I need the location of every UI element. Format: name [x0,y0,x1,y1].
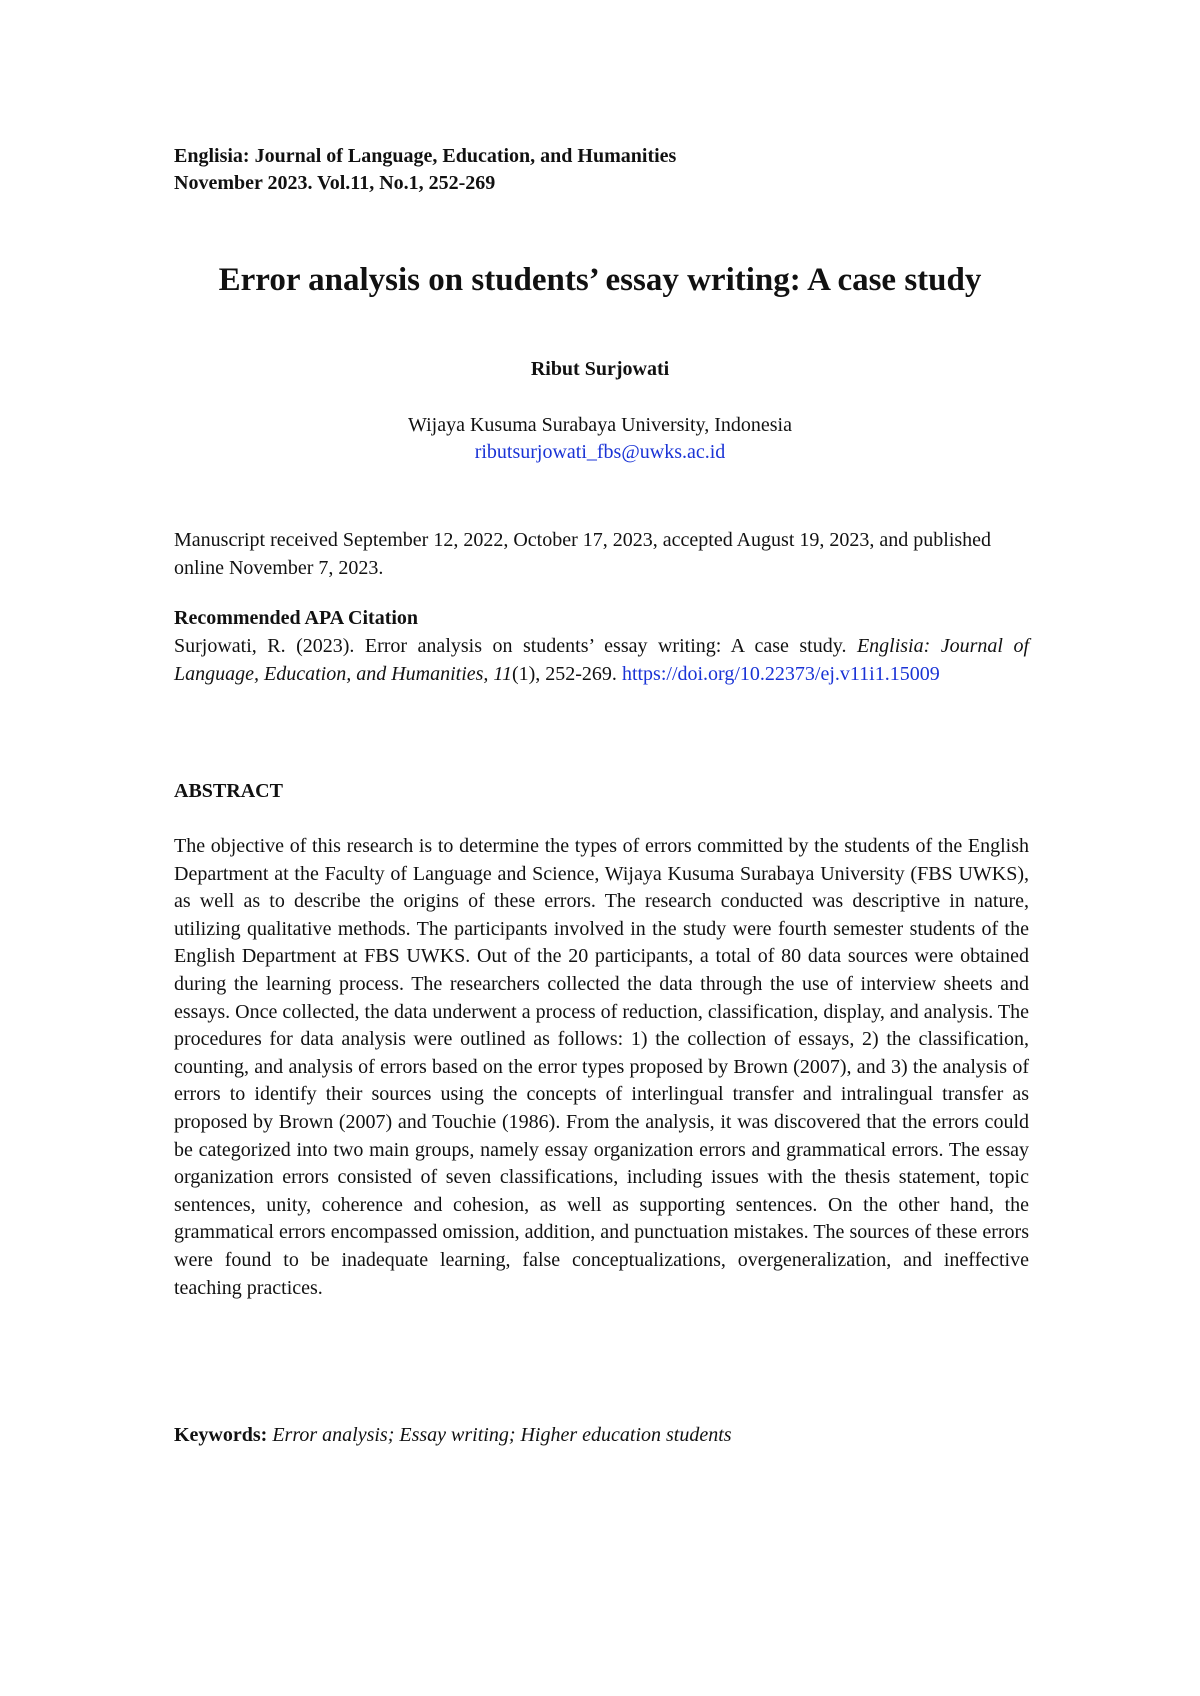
journal-name: Englisia: Journal of Language, Education, and Humanities [174,145,677,167]
keywords-label: Keywords: [174,1424,268,1446]
paper-title: Error analysis on students’ essay writing: A case study [218,262,982,298]
citation-text [174,632,1029,688]
abstract-text: The objective of this research is to determine the types of errors committed by the students of the English Department at the Faculty of Language and Science, Wijaya Kusuma Surabaya University (FBS UWKS), as well as to describe the origins of these errors. The research conducted was descriptive in nature, utilizing qualitative methods. The participants involved in the study were fourth semester students of the English Department at FBS UWKS. Out of the 20 participants, a total of 80 data sources were obtained during the learning process. The researchers collected the data through the use of interview sheets and essays. Once collected, the data underwent a process of reduction, classification, display, and analysis. The procedures for data analysis were outlined as follows: 1) the collection of essays, 2) the classification, counting, and analysis of errors based on the error types proposed by Brown (2007), and 3) the analysis of errors to identify their sources using the concepts of interlingual transfer and intralingual transfer as proposed by Brown (2007) and Touchie (1986). From the analysis, it was discovered that the errors could be categorized into two main groups, namely essay organization errors and grammatical errors. The essay organization errors consisted of seven classifications, including issues with the thesis statement, topic sentences, unity, coherence and cohesion, as well as supporting sentences. On the other hand, the grammatical errors encompassed omission, addition, and punctuation mistakes. The sources of these errors were found to be inadequate learning, false conceptualizations, overgeneralization, and ineffective teaching practices. [174,835,1029,1299]
journal-issue: November 2023. Vol.11, No.1, 252-269 [174,172,496,194]
author-email-link[interactable]: ributsurjowati_fbs@uwks.ac.id [474,441,726,463]
abstract-heading: ABSTRACT [174,780,283,802]
author-affiliation-block [0,412,1200,466]
keywords [174,1422,1029,1449]
author-name: Ribut Surjowati [530,358,670,380]
keywords-list: Error analysis; Essay writing; Higher education students [272,1424,732,1446]
author-affiliation: Wijaya Kusuma Surabaya University, Indonesia [408,414,792,436]
journal-header [174,143,1034,197]
manuscript-dates: Manuscript received September 12, 2022, October 17, 2023, accepted August 19, 2023, and published online November 7, 2023. [174,529,992,579]
citation-lead: Surjowati, R. (2023). Error analysis on students’ essay writing: A case study. [174,635,857,657]
citation-journal: Englisia: Journal of Language, Education, and Humanities, 11 [174,635,1030,685]
citation-heading: Recommended APA Citation [174,607,419,629]
citation-doi-link[interactable]: https://doi.org/10.22373/ej.v11i1.15009 [621,663,940,685]
citation-issue-pages: (1), 252-269. [511,663,622,685]
